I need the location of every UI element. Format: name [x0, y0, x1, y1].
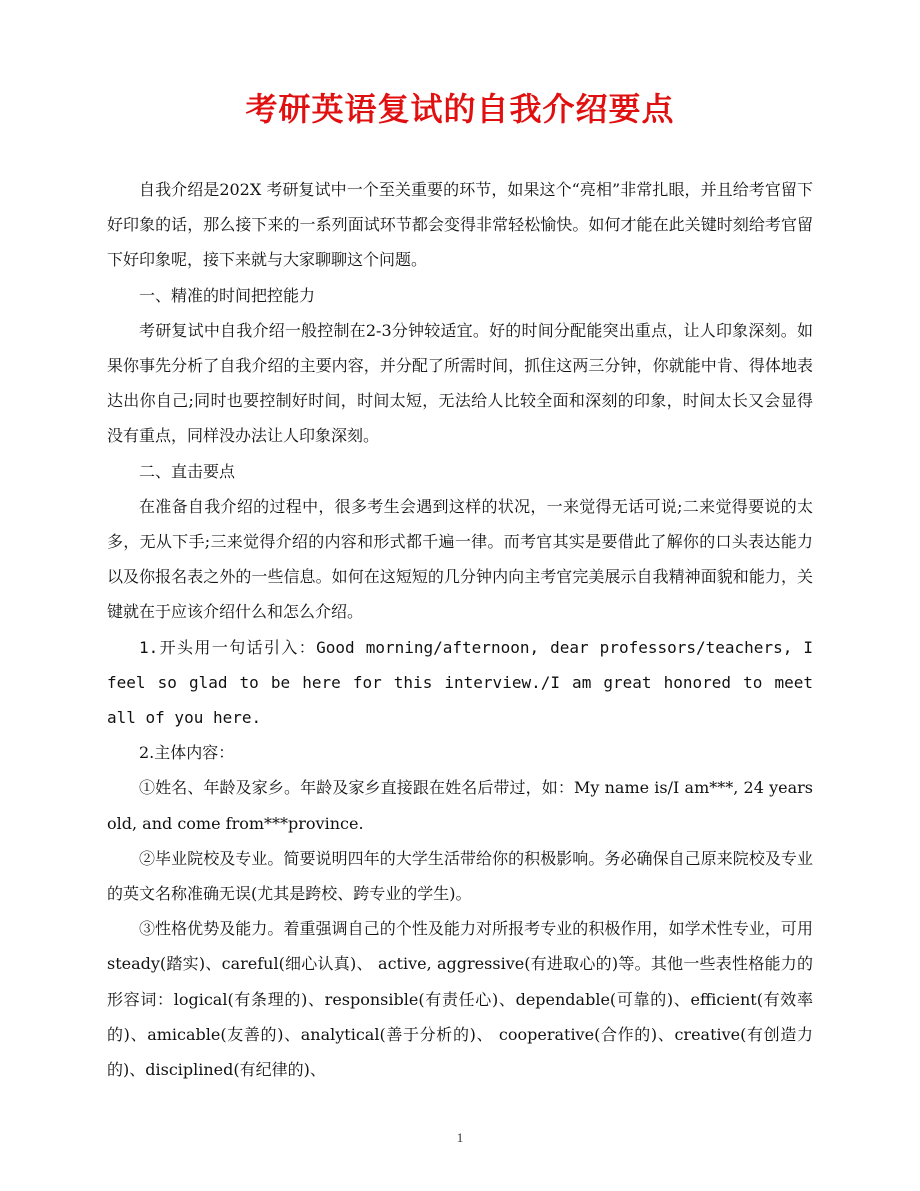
paragraph-main-content-heading: 2.主体内容： — [139, 743, 235, 763]
page-number: 1 — [456, 1130, 464, 1145]
section-heading-time-control: 一、精准的时间把控能力 — [139, 285, 316, 305]
section-heading-key-points: 二、直击要点 — [139, 461, 236, 481]
paragraph-key-points: 在准备自我介绍的过程中，很多考生会遇到这样的状况，一来觉得无话可说;二来觉得要说的太多，无从下手;三来觉得介绍的内容和形式都千遍一律。而考官其实是要借此了解你的口头表达能力以及你报名表之外的一些信息。如何在这短短的几分钟内向主考官完美展示自我精神面貌和能力，关键就在于应该介绍什么和怎么介绍。 — [107, 496, 813, 622]
document-title: 考研英语复试的自我介绍要点 — [245, 90, 675, 128]
paragraph-name-age-hometown: ①姓名、年龄及家乡。年龄及家乡直接跟在姓名后带过，如：My name is/I am***, 24 years old, and come from***province. — [107, 778, 813, 833]
paragraph-time-control: 考研复试中自我介绍一般控制在2-3分钟较适宜。好的时间分配能突出重点，让人印象深刻。如果你事先分析了自我介绍的主要内容，并分配了所需时间，抓住这两三分钟，你就能中肯、得体地表达出你自己;同时也要控制好时间，时间太短，无法给人比较全面和深刻的印象，时间太长又会显得没有重点，同样没办法让人印象深刻。 — [107, 320, 813, 446]
paragraph-intro: 自我介绍是202X 考研复试中一个至关重要的环节，如果这个“亮相”非常扎眼，并且给考官留下好印象的话，那么接下来的一系列面试环节都会变得非常轻松愉快。如何才能在此关键时刻给考官留下好印象呢，接下来就与大家聊聊这个问题。 — [107, 180, 813, 270]
document-body — [107, 172, 813, 1087]
paragraph-opening-line: 1.开头用一句话引入：Good morning/afternoon, dear professors/teachers, I feel so glad to be here for this interview./I am great honored to meet all of you here. — [107, 637, 813, 728]
paragraph-school-major: ②毕业院校及专业。简要说明四年的大学生活带给你的积极影响。务必确保自己原来院校及专业的英文名称准确无误(尤其是跨校、跨专业的学生)。 — [107, 848, 813, 904]
paragraph-personality-ability: ③性格优势及能力。着重强调自己的个性及能力对所报考专业的积极作用，如学术性专业，可用steady(踏实)、careful(细心认真)、 active, aggressive(有进取心的)等。其他一些表性格能力的形容词：logical(有条理的)、responsible(有责任心)、dependable(可靠的)、efficient(有效率的)、amicable(友善的)、analytical(善于分析的)、 cooperative(合作的)、creative(有创造力的)、disciplined(有纪律的)、 — [107, 919, 813, 1080]
